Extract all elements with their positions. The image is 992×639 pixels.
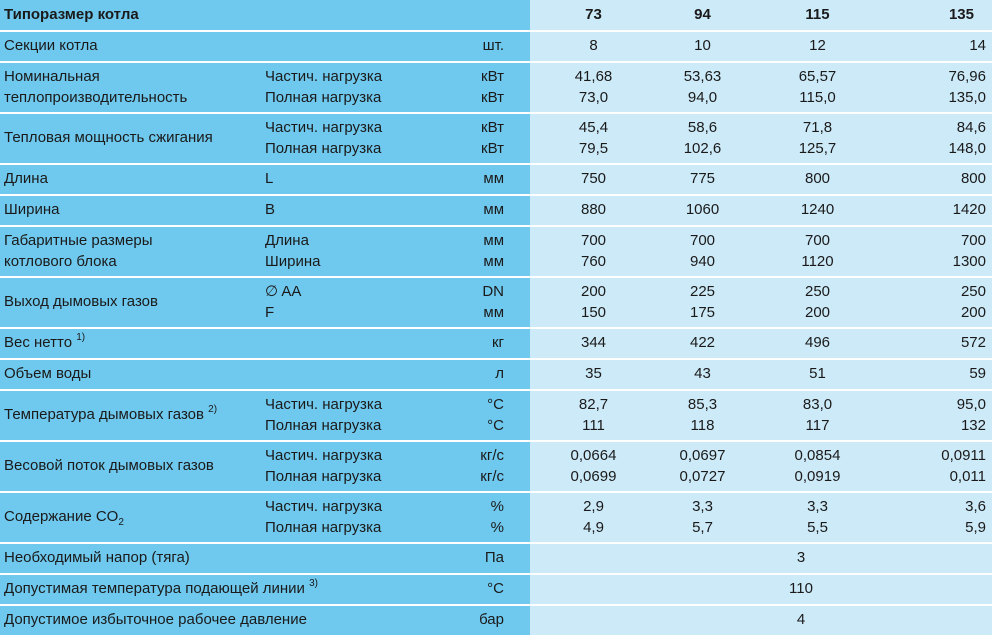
cell-line: 82,7 <box>578 395 609 413</box>
row-value-merged: 110 <box>530 575 992 604</box>
cell-line: 14 <box>969 37 986 55</box>
row-sublabel <box>265 165 445 194</box>
cell-line: 73,0 <box>578 88 609 106</box>
table-row <box>0 391 992 440</box>
row-value-73 <box>530 32 645 61</box>
row-sublabel <box>265 114 445 163</box>
row-value-73 <box>530 227 645 276</box>
footnote-marker: 1) <box>76 332 86 344</box>
cell-line: 700 <box>804 231 831 249</box>
cell-line: 4,9 <box>583 518 604 536</box>
table-row <box>0 544 992 573</box>
cell-line: 700 <box>580 231 607 249</box>
row-value-135 <box>875 63 992 112</box>
row-value-135 <box>875 493 992 542</box>
cell-line: L <box>265 170 274 188</box>
cell-line: 940 <box>689 252 716 270</box>
row-label <box>0 165 265 194</box>
cell-line: 95,0 <box>956 395 986 413</box>
table-row <box>0 575 992 604</box>
row-label <box>0 329 265 358</box>
row-sublabel <box>265 196 445 225</box>
row-value-94 <box>645 391 760 440</box>
row-value-merged: 3 <box>530 544 992 573</box>
cell-line: 59 <box>969 365 986 383</box>
cell-line: 111 <box>582 416 605 434</box>
cell-line: 0,0919 <box>794 467 841 485</box>
cell-line: 125,7 <box>798 139 837 157</box>
row-label <box>0 391 265 440</box>
row-value-135 <box>875 196 992 225</box>
cell-line: Полная нагрузка <box>265 416 382 434</box>
header-size-73: 73 <box>530 0 645 30</box>
row-value-73 <box>530 114 645 163</box>
row-label-text: Длина <box>4 170 48 188</box>
row-label-text: Ширина <box>4 201 60 219</box>
row-value-115 <box>760 165 875 194</box>
cell-line: 41,68 <box>574 67 613 85</box>
cell-line: 496 <box>804 334 831 352</box>
cell-line: кВт <box>481 139 504 157</box>
row-unit <box>445 544 530 573</box>
cell-line: 76,96 <box>948 67 986 85</box>
cell-line: шт. <box>482 37 504 55</box>
cell-line: л <box>495 365 504 383</box>
cell-line: 65,57 <box>798 67 837 85</box>
row-value-135 <box>875 227 992 276</box>
row-label <box>0 442 265 491</box>
cell-line: бар <box>479 611 504 629</box>
cell-line: 102,6 <box>683 139 722 157</box>
cell-line: 115,0 <box>799 88 836 106</box>
header-blank <box>265 0 445 30</box>
table-row <box>0 278 992 327</box>
cell-line: кВт <box>481 88 504 106</box>
cell-line: F <box>265 303 275 321</box>
row-value-115 <box>760 63 875 112</box>
cell-line: 150 <box>580 303 607 321</box>
row-value-merged: 4 <box>530 606 992 635</box>
row-label <box>0 114 265 163</box>
cell-line: DN <box>482 282 504 300</box>
row-value-115 <box>760 493 875 542</box>
row-value-73 <box>530 391 645 440</box>
row-value-73 <box>530 196 645 225</box>
row-value-94 <box>645 63 760 112</box>
cell-line: % <box>490 518 504 536</box>
cell-line: 200 <box>960 303 986 321</box>
cell-line: теплопроизводительность <box>4 88 188 106</box>
row-value-73 <box>530 493 645 542</box>
row-value-135 <box>875 329 992 358</box>
row-label-text: Содержание CO <box>4 508 119 526</box>
cell-line: 1240 <box>800 201 835 219</box>
cell-line: Полная нагрузка <box>265 467 382 485</box>
row-unit <box>445 278 530 327</box>
row-unit <box>445 606 530 635</box>
cell-line: 53,63 <box>683 67 722 85</box>
table-row <box>0 329 992 358</box>
table-header-row <box>0 0 992 30</box>
cell-line: 117 <box>805 416 830 434</box>
row-sublabel <box>265 442 445 491</box>
row-label <box>0 278 265 327</box>
row-value-135 <box>875 278 992 327</box>
cell-line: 85,3 <box>687 395 718 413</box>
row-label <box>0 63 265 112</box>
cell-line: 0,0911 <box>941 446 986 464</box>
row-value-115 <box>760 114 875 163</box>
table-row <box>0 165 992 194</box>
cell-line: 5,7 <box>692 518 713 536</box>
cell-line: Частич. нагрузка <box>265 67 383 85</box>
cell-line: 3,6 <box>965 497 986 515</box>
row-value-135 <box>875 32 992 61</box>
cell-line: 43 <box>694 365 711 383</box>
row-sublabel <box>265 329 445 358</box>
footnote-marker: 3) <box>309 578 319 590</box>
cell-line: 58,6 <box>687 118 718 136</box>
cell-line: °C <box>487 395 504 413</box>
cell-line: 175 <box>689 303 716 321</box>
cell-line: 71,8 <box>802 118 833 136</box>
row-sublabel <box>265 391 445 440</box>
cell-line: 572 <box>960 334 986 352</box>
cell-line: 79,5 <box>578 139 609 157</box>
row-value-94 <box>645 442 760 491</box>
row-unit <box>445 32 530 61</box>
cell-line: 0,0727 <box>679 467 726 485</box>
cell-line: 132 <box>960 416 986 434</box>
cell-line: 5,5 <box>807 518 828 536</box>
row-value-73 <box>530 165 645 194</box>
header-blank-unit <box>445 0 530 30</box>
row-value-115 <box>760 227 875 276</box>
row-label-text: Необходимый напор (тяга) <box>4 549 190 567</box>
cell-line: кВт <box>481 67 504 85</box>
cell-line: 775 <box>689 170 716 188</box>
cell-line: 10 <box>694 37 711 55</box>
row-value-94 <box>645 227 760 276</box>
table-row <box>0 114 992 163</box>
cell-line: 83,0 <box>802 395 833 413</box>
header-size-115: 115 <box>760 0 875 30</box>
row-label-text: Весовой поток дымовых газов <box>4 457 214 475</box>
row-unit <box>445 227 530 276</box>
row-value-115 <box>760 32 875 61</box>
table-row <box>0 63 992 112</box>
table-row <box>0 227 992 276</box>
row-value-94 <box>645 360 760 389</box>
row-value-73 <box>530 360 645 389</box>
row-value-94 <box>645 196 760 225</box>
table-row <box>0 196 992 225</box>
cell-line: 344 <box>580 334 607 352</box>
cell-line: 200 <box>580 282 607 300</box>
row-unit <box>445 391 530 440</box>
row-value-115 <box>760 391 875 440</box>
cell-line: 12 <box>809 37 826 55</box>
row-label <box>0 32 265 61</box>
row-sublabel <box>265 493 445 542</box>
row-label-text: Объем воды <box>4 365 92 383</box>
header-title: Типоразмер котла <box>0 0 265 30</box>
row-label-text: Допустимая температура подающей линии <box>4 580 305 598</box>
row-unit <box>445 442 530 491</box>
header-size-135: 135 <box>875 0 992 30</box>
cell-line: ∅ AA <box>265 282 302 300</box>
cell-line: Длина <box>265 231 309 249</box>
row-value-135 <box>875 165 992 194</box>
cell-line: 135,0 <box>948 88 986 106</box>
cell-line: 35 <box>585 365 602 383</box>
row-unit <box>445 196 530 225</box>
row-value-73 <box>530 63 645 112</box>
cell-line: кг/с <box>480 446 504 464</box>
row-sublabel <box>265 544 445 573</box>
cell-line: 8 <box>589 37 598 55</box>
cell-line: Полная нагрузка <box>265 518 382 536</box>
cell-line: 1420 <box>952 201 986 219</box>
row-unit <box>445 165 530 194</box>
cell-line: мм <box>483 170 504 188</box>
cell-line: котлового блока <box>4 252 117 270</box>
row-value-115 <box>760 278 875 327</box>
footnote-marker: 2) <box>208 404 218 416</box>
cell-line: 750 <box>580 170 607 188</box>
row-label-text: Температура дымовых газов <box>4 406 204 424</box>
row-sublabel <box>265 63 445 112</box>
row-label <box>0 196 265 225</box>
row-value-73 <box>530 442 645 491</box>
row-label <box>0 606 307 635</box>
cell-line: 2,9 <box>583 497 604 515</box>
cell-line: B <box>265 201 276 219</box>
row-unit <box>445 63 530 112</box>
row-label <box>0 227 265 276</box>
cell-line: Ширина <box>265 252 321 270</box>
cell-line: 45,4 <box>578 118 609 136</box>
row-value-115 <box>760 442 875 491</box>
table-row <box>0 442 992 491</box>
cell-line: мм <box>483 303 504 321</box>
cell-line: 94,0 <box>687 88 718 106</box>
cell-line: 200 <box>804 303 831 321</box>
cell-line: 0,011 <box>949 467 986 485</box>
cell-line: 0,0664 <box>570 446 617 464</box>
cell-line: Па <box>484 549 504 567</box>
cell-line: 0,0854 <box>794 446 841 464</box>
row-value-94 <box>645 329 760 358</box>
cell-line: 800 <box>804 170 831 188</box>
row-value-94 <box>645 165 760 194</box>
row-value-135 <box>875 114 992 163</box>
row-label <box>0 360 265 389</box>
row-unit <box>445 360 530 389</box>
cell-line: 118 <box>690 416 715 434</box>
row-unit <box>445 575 530 604</box>
cell-line: Полная нагрузка <box>265 139 382 157</box>
cell-line: 250 <box>960 282 986 300</box>
cell-line: 760 <box>580 252 607 270</box>
cell-line: 700 <box>960 231 986 249</box>
row-value-94 <box>645 278 760 327</box>
cell-line: 422 <box>689 334 716 352</box>
row-value-135 <box>875 442 992 491</box>
cell-line: мм <box>483 252 504 270</box>
cell-line: мм <box>483 231 504 249</box>
table-row <box>0 606 992 635</box>
row-value-94 <box>645 114 760 163</box>
table-row <box>0 493 992 542</box>
header-size-94: 94 <box>645 0 760 30</box>
cell-line: 250 <box>804 282 831 300</box>
cell-line: 1300 <box>952 252 986 270</box>
row-label-text: Допустимое избыточное рабочее давление <box>4 611 307 629</box>
cell-line: 700 <box>689 231 716 249</box>
row-label-text: Вес нетто <box>4 334 73 352</box>
cell-line: 880 <box>580 201 607 219</box>
row-value-115 <box>760 360 875 389</box>
cell-line: Частич. нагрузка <box>265 118 383 136</box>
row-label <box>0 493 265 542</box>
cell-line: 1120 <box>801 252 834 270</box>
cell-line: 0,0697 <box>679 446 726 464</box>
row-unit <box>445 329 530 358</box>
cell-line: 3,3 <box>692 497 713 515</box>
row-sublabel <box>265 360 445 389</box>
table-row <box>0 32 992 61</box>
cell-line: % <box>490 497 504 515</box>
cell-line: Частич. нагрузка <box>265 446 383 464</box>
row-label-text: Тепловая мощность сжигания <box>4 129 213 147</box>
cell-line: мм <box>483 201 504 219</box>
cell-line: кг/с <box>480 467 504 485</box>
cell-line: 84,6 <box>956 118 986 136</box>
cell-line: кВт <box>481 118 504 136</box>
row-label-subscript: 2 <box>118 517 124 529</box>
row-label <box>0 575 319 604</box>
cell-line: 5,9 <box>965 518 986 536</box>
cell-line: 148,0 <box>948 139 986 157</box>
row-sublabel <box>265 32 445 61</box>
row-unit <box>445 493 530 542</box>
row-sublabel <box>265 227 445 276</box>
row-value-135 <box>875 360 992 389</box>
cell-line: Габаритные размеры <box>4 231 153 249</box>
row-value-94 <box>645 32 760 61</box>
row-value-115 <box>760 329 875 358</box>
row-value-73 <box>530 329 645 358</box>
cell-line: кг <box>491 334 504 352</box>
row-value-135 <box>875 391 992 440</box>
cell-line: Номинальная <box>4 67 100 85</box>
row-label-text: Выход дымовых газов <box>4 293 158 311</box>
cell-line: Полная нагрузка <box>265 88 382 106</box>
row-value-115 <box>760 196 875 225</box>
row-value-73 <box>530 278 645 327</box>
cell-line: °C <box>487 580 504 598</box>
cell-line: 800 <box>960 170 986 188</box>
row-sublabel <box>265 278 445 327</box>
cell-line: °C <box>487 416 504 434</box>
cell-line: 225 <box>689 282 716 300</box>
cell-line: 3,3 <box>807 497 828 515</box>
row-value-94 <box>645 493 760 542</box>
cell-line: 51 <box>809 365 826 383</box>
row-label-text: Секции котла <box>4 37 98 55</box>
table-row <box>0 360 992 389</box>
row-unit <box>445 114 530 163</box>
cell-line: 1060 <box>685 201 720 219</box>
cell-line: 0,0699 <box>570 467 617 485</box>
row-label <box>0 544 265 573</box>
cell-line: Частич. нагрузка <box>265 395 383 413</box>
cell-line: Частич. нагрузка <box>265 497 383 515</box>
